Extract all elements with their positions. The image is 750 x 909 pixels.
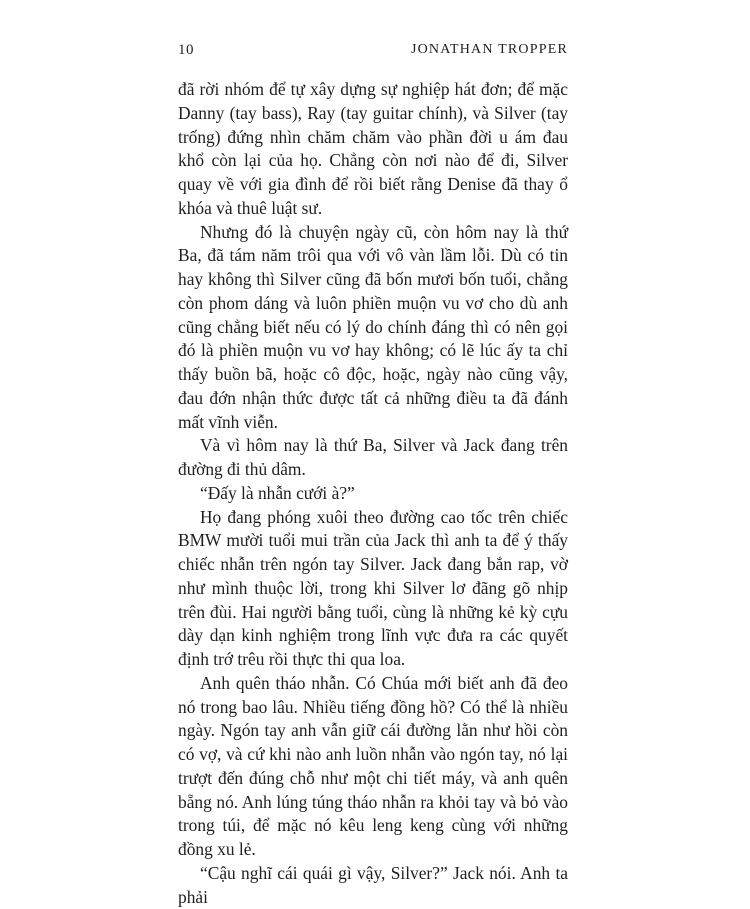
dialogue-paragraph: “Đấy là nhẫn cưới à?”: [200, 482, 355, 503]
dialogue-paragraph: “Cậu nghĩ cái quái gì vậy, Silver?” Jack nói. Anh ta phải: [178, 862, 568, 907]
running-head-author: JONATHAN TROPPER: [410, 42, 568, 57]
paragraph: Anh quên tháo nhẫn. Có Chúa mới biết anh đã đeo nó trong bao lâu. Nhiều tiếng đồng hồ? Có thể là nhiều ngày. Ngón tay anh vẫn giữ cái đường lằn như hồi còn có vợ, và cứ khi nào anh luồn nhẫn vào ngón tay, nó lại trượt đến đúng chỗ như một chi tiết máy, và anh quên bẵng nó. Anh lúng túng tháo nhẫn ra khỏi tay và bỏ vào trong túi, để mặc nó kêu leng keng cùng với những đồng xu lẻ.: [178, 672, 568, 859]
page-header: [178, 42, 568, 62]
paragraph: Họ đang phóng xuôi theo đường cao tốc trên chiếc BMW mười tuổi mui trần của Jack thì anh ta để ý thấy chiếc nhẫn trên ngón tay Silver. Jack đang bắn rap, vờ như mình thuộc lời, trong khi Silver lơ đãng gõ nhịp trên đùi. Hai người bằng tuổi, cùng là những kẻ kỳ cựu dày dạn kinh nghiệm trong lĩnh vực đưa ra các quyết định trớ trêu rồi thực thi qua loa.: [178, 506, 568, 669]
paragraph: Và vì hôm nay là thứ Ba, Silver và Jack đang trên đường đi thủ dâm.: [178, 435, 568, 479]
paragraph: Nhưng đó là chuyện ngày cũ, còn hôm nay là thứ Ba, đã tám năm trôi qua với vô vàn lầm lỗi. Dù có tin hay không thì Silver cũng đã bốn mươi bốn tuổi, chẳng còn phom dáng và luôn phiền muộn vu vơ cho dù anh cũng chẳng biết nếu có lý do chính đáng thì có nên gọi đó là phiền muộn vu vơ hay không; có lẽ lúc ấy ta chỉ thấy buồn bã, hoặc cô độc, hoặc, ngày nào cũng vậy, đau đớn nhận thức được tất cả những điều ta đã đánh mất vĩnh viễn.: [178, 221, 568, 432]
paragraph-continued: đã rời nhóm để tự xây dựng sự nghiệp hát đơn; để mặc Danny (tay bass), Ray (tay guitar chính), và Silver (tay trống) đứng nhìn chăm chăm vào phần đời u ám đau khổ còn lại của họ. Chẳng còn nơi nào để đi, Silver quay về với gia đình để rồi biết rằng Denise đã thay ổ khóa và thuê luật sư.: [178, 79, 568, 218]
body-text: [178, 78, 568, 909]
page-number: 10: [178, 42, 194, 58]
